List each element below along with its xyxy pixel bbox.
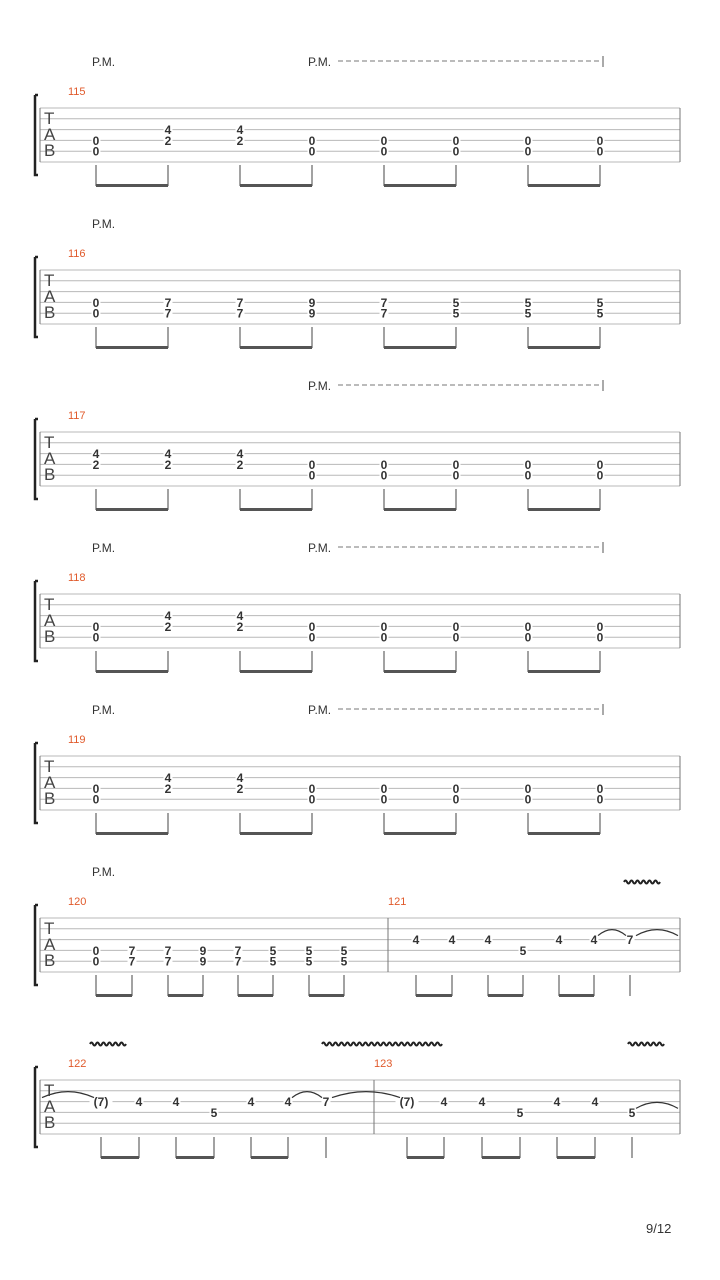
beam — [528, 346, 600, 349]
tab-system — [35, 380, 680, 511]
beam — [384, 832, 456, 835]
palm-mute-label: P.M. — [308, 703, 332, 717]
tab-clef-letter: B — [44, 465, 56, 484]
fret-number: 0 — [524, 781, 532, 796]
fret-number: 0 — [380, 144, 388, 159]
tab-clef-letter: T — [44, 109, 55, 128]
fret-number: 4 — [164, 447, 172, 462]
beam — [238, 994, 273, 997]
fret-number: 2 — [236, 457, 244, 472]
fret-number: 0 — [596, 144, 604, 159]
fret-number: 7 — [236, 306, 244, 321]
fret-number: 4 — [590, 933, 598, 948]
beam — [384, 508, 456, 511]
fret-number: 0 — [308, 133, 316, 148]
measure-number: 116 — [68, 248, 86, 260]
fret-number: 0 — [596, 792, 604, 807]
fret-number: 5 — [305, 943, 313, 958]
beam — [407, 1156, 444, 1159]
fret-number: 4 — [172, 1095, 180, 1110]
fret-number: 5 — [596, 295, 604, 310]
fret-number: 5 — [628, 1105, 636, 1120]
system-bracket — [35, 1067, 38, 1147]
tab-clef-letter: B — [44, 627, 56, 646]
fret-number: 4 — [236, 123, 244, 138]
tie — [636, 930, 678, 936]
fret-number: 0 — [380, 619, 388, 634]
fret-number: 2 — [164, 781, 172, 796]
fret-number: 0 — [524, 468, 532, 483]
fret-number: 0 — [596, 619, 604, 634]
fret-number: 0 — [524, 630, 532, 645]
fret-number: 2 — [164, 619, 172, 634]
beam — [384, 184, 456, 187]
measure-number: 118 — [68, 572, 86, 584]
fret-number: 4 — [478, 1095, 486, 1110]
fret-number: 5 — [516, 1105, 524, 1120]
fret-number: 7 — [164, 295, 172, 310]
fret-number: 0 — [92, 295, 100, 310]
fret-number: 0 — [92, 133, 100, 148]
fret-number: 0 — [524, 792, 532, 807]
fret-number: 5 — [269, 943, 277, 958]
fret-number: 7 — [322, 1095, 330, 1110]
beam — [96, 994, 132, 997]
fret-number: 5 — [452, 306, 460, 321]
tab-clef-letter: A — [44, 449, 56, 468]
vibrato — [90, 1043, 126, 1046]
fret-number: 0 — [380, 781, 388, 796]
tab-system — [35, 881, 680, 998]
fret-number: 9 — [308, 306, 316, 321]
fret-number: 7 — [236, 295, 244, 310]
tab-system — [35, 704, 680, 835]
fret-number: 4 — [440, 1095, 448, 1110]
fret-number: 2 — [92, 457, 100, 472]
fret-number: 4 — [164, 609, 172, 624]
fret-number: 0 — [308, 468, 316, 483]
fret-number: 0 — [380, 468, 388, 483]
beam — [96, 670, 168, 673]
tab-clef-letter: T — [44, 433, 55, 452]
fret-number: 0 — [452, 630, 460, 645]
fret-number: 0 — [596, 630, 604, 645]
palm-mute-label: P.M. — [92, 703, 116, 717]
fret-number: 0 — [452, 792, 460, 807]
fret-number: 0 — [308, 781, 316, 796]
fret-number: 5 — [596, 306, 604, 321]
fret-number: 0 — [92, 619, 100, 634]
fret-number: 7 — [234, 954, 242, 969]
fret-number: (7) — [93, 1095, 109, 1110]
fret-number: 2 — [236, 133, 244, 148]
tab-clef-letter: B — [44, 303, 56, 322]
beam — [251, 1156, 288, 1159]
fret-number: 0 — [452, 457, 460, 472]
fret-number: 5 — [269, 954, 277, 969]
measure-number: 117 — [68, 410, 86, 422]
measure-number: 115 — [68, 86, 86, 98]
tie — [598, 930, 626, 936]
fret-number: 4 — [236, 447, 244, 462]
measure-number: 120 — [68, 896, 87, 908]
fret-number: 5 — [305, 954, 313, 969]
beam — [557, 1156, 595, 1159]
beam — [240, 346, 312, 349]
system-bracket — [35, 95, 38, 175]
fret-number: 0 — [452, 619, 460, 634]
fret-number: 0 — [452, 781, 460, 796]
fret-number: 7 — [234, 943, 242, 958]
beam — [101, 1156, 139, 1159]
fret-number: 0 — [92, 144, 100, 159]
beam — [384, 346, 456, 349]
tie — [636, 1102, 678, 1108]
fret-number: 7 — [128, 954, 136, 969]
fret-number: 7 — [380, 295, 388, 310]
system-bracket — [35, 581, 38, 661]
fret-number: 0 — [596, 457, 604, 472]
vibrato — [322, 1043, 442, 1046]
tie — [292, 1092, 322, 1098]
fret-number: 0 — [92, 306, 100, 321]
tab-clef-letter: A — [44, 125, 56, 144]
fret-number: 4 — [236, 609, 244, 624]
fret-number: 2 — [164, 457, 172, 472]
fret-number: 0 — [380, 457, 388, 472]
fret-number: 5 — [452, 295, 460, 310]
beam — [168, 994, 203, 997]
beam — [416, 994, 452, 997]
palm-mute-label: P.M. — [308, 541, 332, 555]
fret-number: 4 — [164, 771, 172, 786]
vibrato — [628, 1043, 664, 1046]
fret-number: 0 — [92, 781, 100, 796]
fret-number: 7 — [164, 943, 172, 958]
fret-number: 4 — [236, 771, 244, 786]
beam — [384, 670, 456, 673]
tab-clef-letter: T — [44, 271, 55, 290]
fret-number: 0 — [596, 468, 604, 483]
beam — [240, 832, 312, 835]
fret-number: 4 — [92, 447, 100, 462]
tab-clef-letter: T — [44, 757, 55, 776]
fret-number: 0 — [452, 144, 460, 159]
beam — [240, 508, 312, 511]
tab-clef-letter: A — [44, 611, 56, 630]
fret-number: (7) — [399, 1095, 415, 1110]
palm-mute-label: P.M. — [308, 55, 332, 69]
tab-system — [35, 56, 680, 187]
beam — [528, 184, 600, 187]
tab-system — [35, 1043, 680, 1160]
beam — [96, 184, 168, 187]
fret-number: 0 — [452, 468, 460, 483]
fret-number: 2 — [236, 619, 244, 634]
fret-number: 0 — [308, 619, 316, 634]
tab-clef-letter: A — [44, 287, 56, 306]
fret-number: 7 — [380, 306, 388, 321]
fret-number: 7 — [626, 933, 634, 948]
measure-number: 119 — [68, 734, 86, 746]
measure-number: 123 — [374, 1058, 393, 1070]
tab-clef-letter: T — [44, 919, 55, 938]
fret-number: 5 — [340, 943, 348, 958]
tab-clef-letter: T — [44, 1081, 55, 1100]
measure-number: 121 — [388, 896, 407, 908]
beam — [240, 670, 312, 673]
tab-clef-letter: A — [44, 935, 56, 954]
palm-mute-label: P.M. — [92, 55, 116, 69]
fret-number: 0 — [524, 619, 532, 634]
fret-number: 4 — [135, 1095, 143, 1110]
fret-number: 2 — [164, 133, 172, 148]
fret-number: 5 — [524, 295, 532, 310]
beam — [96, 508, 168, 511]
fret-number: 0 — [524, 133, 532, 148]
beam — [528, 508, 600, 511]
fret-number: 9 — [199, 943, 207, 958]
fret-number: 4 — [247, 1095, 255, 1110]
tab-clef-letter: T — [44, 595, 55, 614]
tab-system — [35, 542, 680, 673]
system-bracket — [35, 257, 38, 337]
palm-mute-label: P.M. — [92, 865, 116, 879]
fret-number: 0 — [92, 943, 100, 958]
fret-number: 0 — [380, 630, 388, 645]
fret-number: 4 — [555, 933, 563, 948]
palm-mute-label: P.M. — [92, 541, 116, 555]
tab-clef-letter: B — [44, 951, 56, 970]
fret-number: 5 — [519, 943, 527, 958]
page-number: 9/12 — [646, 1221, 672, 1236]
tab-clef-letter: B — [44, 1113, 56, 1132]
beam — [96, 832, 168, 835]
fret-number: 0 — [380, 133, 388, 148]
fret-number: 2 — [236, 781, 244, 796]
fret-number: 0 — [524, 457, 532, 472]
beam — [96, 346, 168, 349]
tab-clef-letter: A — [44, 773, 56, 792]
system-bracket — [35, 419, 38, 499]
beam — [176, 1156, 214, 1159]
fret-number: 0 — [308, 792, 316, 807]
beam — [240, 184, 312, 187]
fret-number: 7 — [164, 306, 172, 321]
beam — [559, 994, 594, 997]
fret-number: 4 — [591, 1095, 599, 1110]
fret-number: 0 — [308, 144, 316, 159]
fret-number: 0 — [596, 781, 604, 796]
fret-number: 7 — [164, 954, 172, 969]
measure-number: 122 — [68, 1058, 87, 1070]
fret-number: 5 — [340, 954, 348, 969]
palm-mute-label: P.M. — [308, 379, 332, 393]
beam — [309, 994, 344, 997]
fret-number: 4 — [553, 1095, 561, 1110]
tab-system — [35, 257, 680, 349]
vibrato — [624, 881, 660, 884]
fret-number: 0 — [92, 792, 100, 807]
system-bracket — [35, 743, 38, 823]
palm-mute-label: P.M. — [92, 217, 116, 231]
fret-number: 0 — [308, 457, 316, 472]
fret-number: 4 — [412, 933, 420, 948]
fret-number: 4 — [284, 1095, 292, 1110]
system-bracket — [35, 905, 38, 985]
tab-clef-letter: B — [44, 141, 56, 160]
fret-number: 5 — [210, 1105, 218, 1120]
fret-number: 0 — [380, 792, 388, 807]
fret-number: 9 — [199, 954, 207, 969]
fret-number: 0 — [92, 954, 100, 969]
tab-clef-letter: B — [44, 789, 56, 808]
fret-number: 7 — [128, 943, 136, 958]
fret-number: 0 — [596, 133, 604, 148]
beam — [482, 1156, 520, 1159]
fret-number: 0 — [524, 144, 532, 159]
fret-number: 0 — [452, 133, 460, 148]
beam — [528, 832, 600, 835]
beam — [528, 670, 600, 673]
fret-number: 4 — [484, 933, 492, 948]
fret-number: 9 — [308, 295, 316, 310]
fret-number: 0 — [92, 630, 100, 645]
fret-number: 4 — [164, 123, 172, 138]
tab-clef-letter: A — [44, 1097, 56, 1116]
beam — [488, 994, 523, 997]
fret-number: 5 — [524, 306, 532, 321]
fret-number: 4 — [448, 933, 456, 948]
tie — [332, 1092, 400, 1098]
fret-number: 0 — [308, 630, 316, 645]
